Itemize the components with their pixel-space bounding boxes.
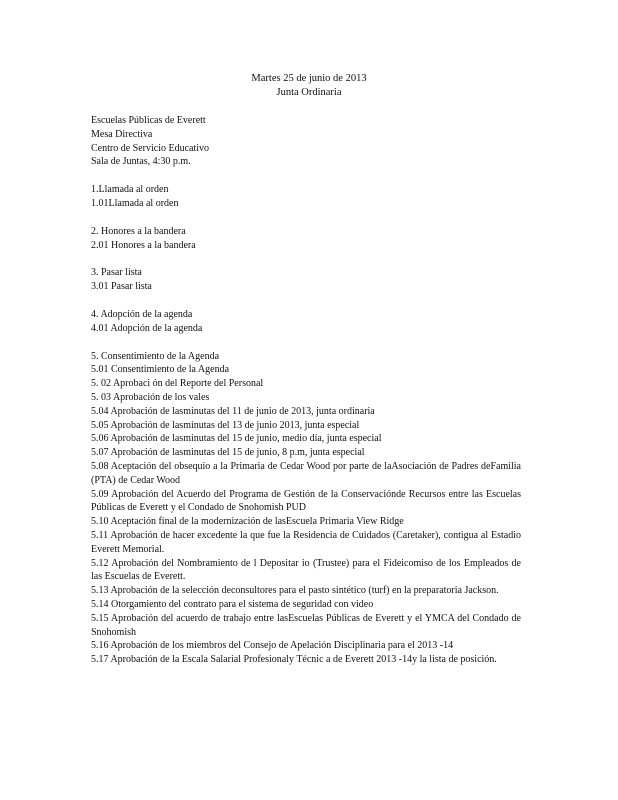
agenda-item: 5.15 Aprobación del acuerdo de trabajo entre lasEscuelas Públicas de Everett y el YMCA del Condado de Snohomish [91,612,521,638]
meeting-type: Junta Ordinaria [276,86,342,98]
agenda-item: 5. 02 Aprobaci ón del Reporte del Personal [91,378,264,390]
agenda-item: 5.12 Aprobación del Nombramiento de l Depositar io (Trustee) para el Fideicomiso de los Empleados de las Escuelas de Everett. [91,557,521,583]
agenda-item: 5.07 Aprobación de lasminutas del 15 de junio, 8 p.m, junta especial [91,447,365,459]
agenda-heading: 5. Consentimiento de la Agenda [91,350,220,362]
venue-name: Centro de Servicio Educativo [91,142,210,154]
agenda-heading: 3. Pasar lista [91,267,142,279]
agenda-item: 5.01 Consentimiento de la Agenda [91,364,230,376]
agenda-item: 5.16 Aprobación de los miembros del Consejo de Apelación Disciplinaria para el 2013 -14 [91,640,454,652]
agenda-item: 1.01Llamada al orden [91,197,179,209]
location-block [91,114,521,169]
agenda-item: 5.17 Aprobación de la Escala Salarial Profesionaly Técnic a de Everett 2013 -14y la lista de posición. [91,654,497,666]
agenda-body [91,114,521,667]
agenda-item: 5.10 Aceptación final de la modernización de lasEscuela Primaria View Ridge [91,516,404,528]
district-name: Escuelas Públicas de Everett [91,115,206,126]
agenda-item: 4.01 Adopción de la agenda [91,322,203,334]
meeting-header [0,72,618,99]
agenda-item: 5.11 Aprobación de hacer excedente la que fue la Residencia de Cuidados (Caretaker), contigua al Estadio Everett Memorial. [91,529,521,555]
agenda-item: 5.06 Aprobación de lasminutas del 15 de junio, medio día, junta especial [91,433,382,445]
agenda-item: 5.08 Aceptación del obsequio a la Primaria de Cedar Wood por parte de laAsociación de Padres deFamilia (PTA) de Cedar Wood [91,460,521,486]
agenda-section-4 [91,308,521,336]
meeting-date: Martes 25 de junio de 2013 [251,73,367,84]
agenda-heading: 4. Adopción de la agenda [91,308,193,320]
agenda-item: 5.14 Otorgamiento del contrato para el sistema de seguridad con video [91,598,374,610]
room-time: Sala de Juntas, 4:30 p.m. [91,156,191,168]
agenda-section-2 [91,225,521,253]
agenda-section-3 [91,266,521,294]
agenda-item: 5.04 Aprobación de lasminutas del 11 de junio de 2013, junta ordinaria [91,405,375,417]
agenda-heading: 2. Honores a la bandera [91,225,186,237]
agenda-item: 5.09 Aprobación del Acuerdo del Programa de Gestión de la Conservaciónde Recursos entre las Escuelas Públicas de Everett y el Condado de Snohomish PUD [91,488,521,514]
agenda-item: 3.01 Pasar lista [91,281,152,293]
agenda-section-5 [91,350,521,667]
agenda-item: 5. 03 Aprobación de los vales [91,391,210,403]
agenda-item: 2.01 Honores a la bandera [91,239,196,251]
agenda-section-1 [91,183,521,211]
agenda-heading: 1.Llamada al orden [91,184,169,196]
agenda-item: 5.05 Aprobación de lasminutas del 13 de junio 2013, junta especial [91,419,360,431]
board-name: Mesa Directiva [91,128,153,140]
agenda-item: 5.13 Aprobación de la selección deconsultores para el pasto sintético (turf) en la preparatoria Jackson. [91,585,499,597]
